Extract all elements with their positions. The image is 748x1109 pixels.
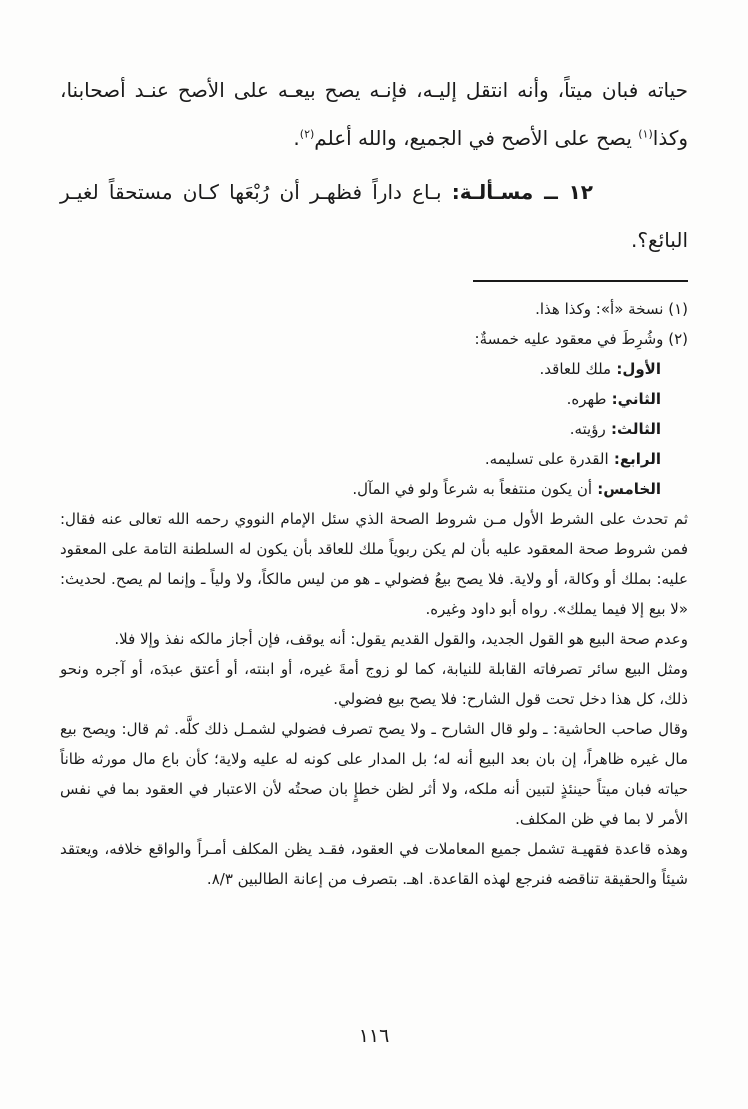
body-text: حياته فبان ميتاً، وأنه انتقل إليـه، فإنـه يصح بيعـه على الأصح عنـد أصحابنا، وكذا bbox=[60, 78, 688, 150]
list-item bbox=[60, 414, 661, 444]
list-item bbox=[60, 474, 661, 504]
issue-text: بـاع داراً فظهـر أن رُبْعَها كـان مستحقاً لغيـر البائع؟. bbox=[60, 180, 688, 252]
list-item-label: الخامس: bbox=[597, 480, 661, 498]
list-item bbox=[60, 354, 661, 384]
main-text-block bbox=[60, 66, 688, 264]
footnote-1 bbox=[60, 294, 688, 324]
conditions-list bbox=[60, 354, 688, 504]
footnote-separator-rule bbox=[473, 280, 688, 282]
footnote-paragraph: ثم تحدث على الشرط الأول مـن شروط الصحة الذي سئل الإمام النووي رحمه الله تعالى عنه فقال: فمن شروط صحة المعقود عليه بأن لم يكن ربوياً ملك للعاقد بأن يكون له السلطنة التامة على المعقود عليه: بملك أو وكالة، أو ولاية. فلا يصح بيعُ فضولي ـ هو من ليس مالكاً، ولا ولياً ـ وإنما لم يصح. لحديث: «لا بيع إلا فيما يملك». رواه أبو داود وغيره. bbox=[60, 510, 688, 618]
list-item-text: أن يكون منتفعاً به شرعاً ولو في المآل. bbox=[352, 480, 593, 498]
footnote-paragraph: وهذه قاعدة فقهيـة تشمل جميع المعاملات في العقود، فقـد يظن المكلف أمـراً والواقع خلافه، ويعتقد شيئاً والحقيقة تناقضه فنرجع لهذه القاعدة. اهـ. بتصرف من إعانة الطالبين ٨/٣. bbox=[60, 840, 688, 888]
issue-paragraph bbox=[60, 168, 688, 264]
body-text: يصح على الأصح في الجميع، والله أعلم bbox=[314, 126, 639, 150]
body-text: . bbox=[293, 126, 300, 150]
list-item-label: الرابع: bbox=[613, 450, 661, 468]
list-item-text: رؤيته. bbox=[569, 420, 606, 438]
body-paragraph bbox=[60, 66, 688, 162]
issue-number-label: ١٢ ــ مسـألـة: bbox=[451, 180, 593, 204]
footnote-paragraph: وعدم صحة البيع هو القول الجديد، والقول القديم يقول: أنه يوقف، فإن أجاز مالكه نفذ وإلا فلا. bbox=[114, 630, 688, 648]
footnote-2-number: (٢) bbox=[668, 330, 688, 348]
footnote-2 bbox=[60, 324, 688, 354]
footnote-1-number: (١) bbox=[668, 300, 688, 318]
page-number: ١١٦ bbox=[358, 1025, 390, 1047]
footnote-paragraph: ومثل البيع سائر تصرفاته القابلة للنيابة، كما لو زوج أمةَ غيره، أو ابنته، أو أعتق عبدَه، أو آجره ونحو ذلك، كل هذا دخل تحت قول الشارح: فلا يصح بيع فضولي. bbox=[60, 660, 688, 708]
footnote-2-text: وشُرِطَ في معقود عليه خمسةٌ: bbox=[474, 330, 664, 348]
list-item-text: القدرة على تسليمه. bbox=[484, 450, 609, 468]
footnotes-block bbox=[60, 294, 688, 894]
list-item-label: الأول: bbox=[616, 360, 661, 378]
footnote-marker-1: (١) bbox=[638, 127, 653, 141]
list-item bbox=[60, 384, 661, 414]
list-item-label: الثاني: bbox=[611, 390, 661, 408]
footnote-marker-2: (٢) bbox=[299, 127, 315, 141]
list-item-label: الثالث: bbox=[610, 420, 661, 438]
list-item-text: طهره. bbox=[566, 390, 607, 408]
footnote-1-text: نسخة «أ»: وكذا هذا. bbox=[535, 300, 664, 318]
list-item-text: ملك للعاقد. bbox=[539, 360, 612, 378]
footnote-paragraph: وقال صاحب الحاشية: ـ ولو قال الشارح ـ ولا يصح تصرف فضولي لشمـل ذلك كلَّه. ثم قال: ويصح بيع مال غيره ظاهراً، إن بان بعد البيع أنه له؛ بل المدار على كونه له عليه ولاية؛ كأن باع مال مورثه ظاناً حياته فبان ميتاً حينئذٍ لتبين أنه ملكه، ولا أثر لظن خطإٍ بان صحتُه لأن الاعتبار في العقود بما في نفس الأمر لا بما في ظن المكلف. bbox=[60, 720, 688, 828]
list-item bbox=[60, 444, 661, 474]
